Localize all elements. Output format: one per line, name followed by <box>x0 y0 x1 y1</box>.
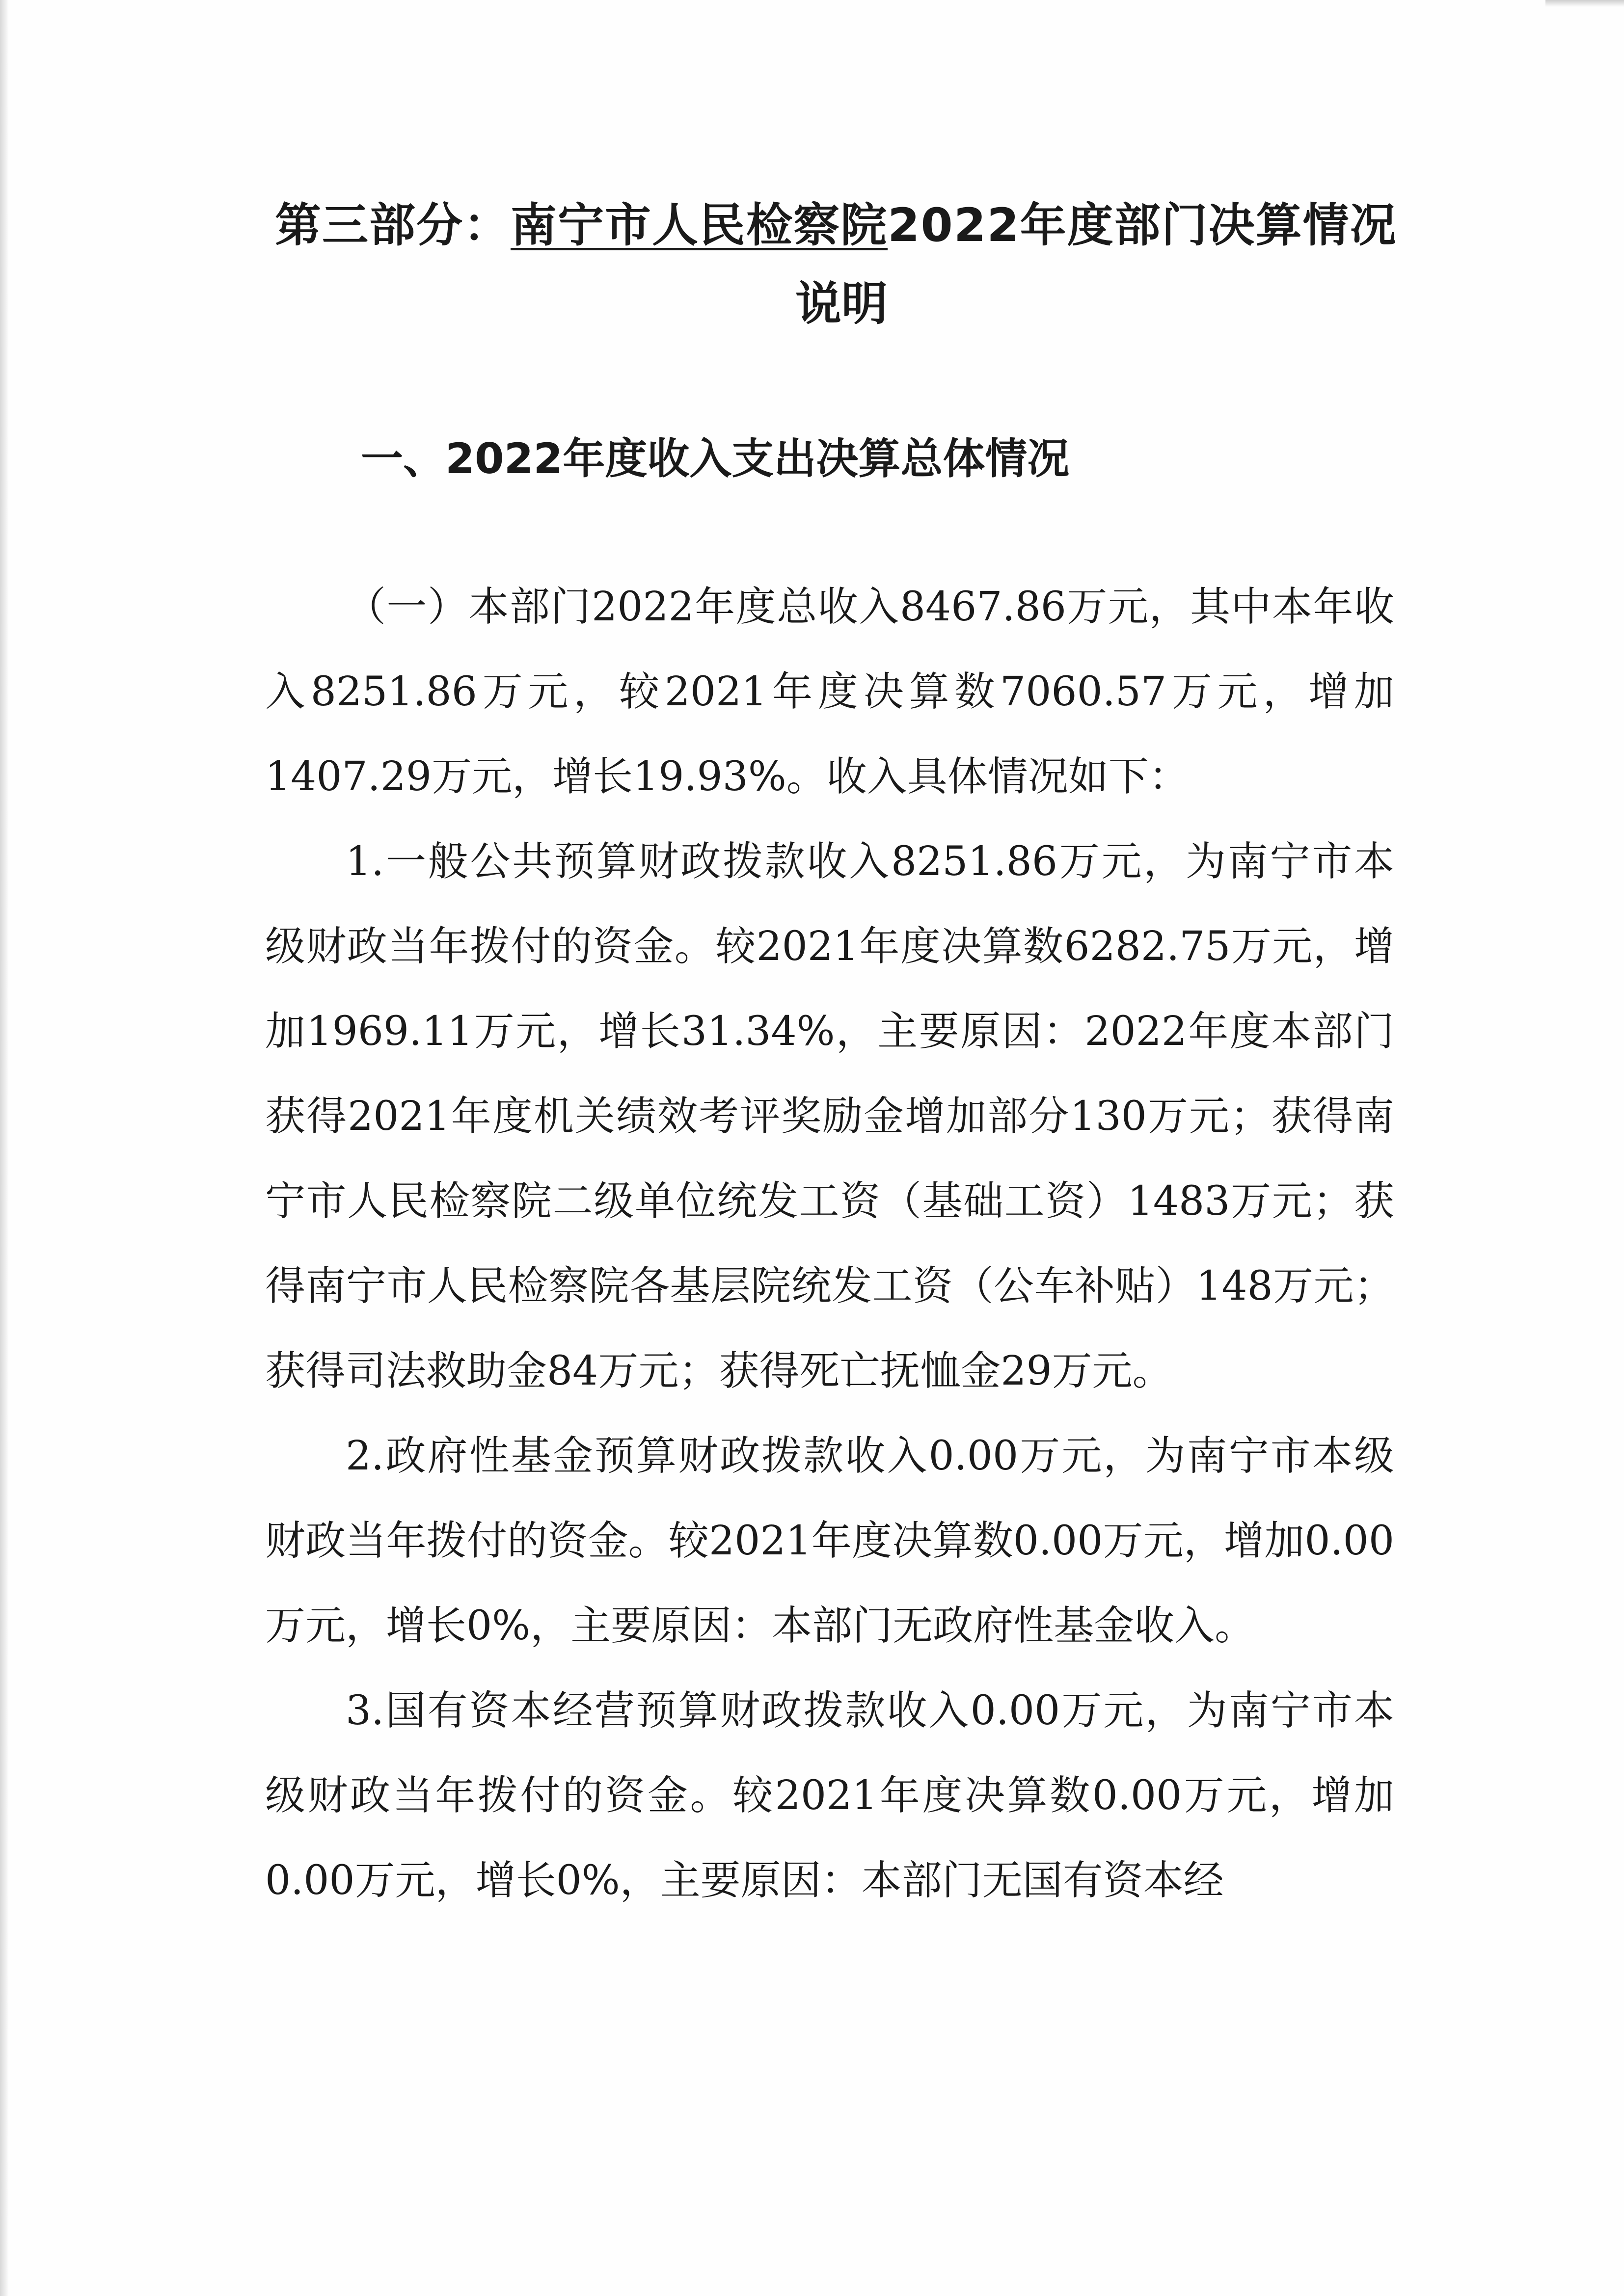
paragraph-general-budget: 1.一般公共预算财政拨款收入8251.86万元，为南宁市本级财政当年拨付的资金。较2021年度决算数6282.75万元，增加1969.11万元，增长31.34%，主要原因：2022年度本部门获得2021年度机关绩效考评奖励金增加部分130万元；获得南宁市人民检察院二级单位统发工资（基础工资）1483万元；获得南宁市人民检察院各基层院统发工资（公车补贴）148万元；获得司法救助金84万元；获得死亡抚恤金29万元。 <box>265 838 1394 1394</box>
document-body <box>265 564 1394 1923</box>
section-heading: 一、2022年度收入支出决算总体情况 <box>361 434 1070 483</box>
title-prefix: 第三部分： <box>275 199 511 252</box>
paragraph-government-fund: 2.政府性基金预算财政拨款收入0.00万元，为南宁市本级财政当年拨付的资金。较2021年度决算数0.00万元，增加0.00万元，增长0%，主要原因：本部门无政府性基金收入。 <box>265 1433 1394 1649</box>
scan-edge-shadow <box>0 0 9 2296</box>
title-organization: 南宁市人民检察院 <box>511 199 888 252</box>
page-title-line2: 说明 <box>795 277 888 331</box>
title-suffix: 2022年度部门决算情况 <box>888 199 1397 252</box>
page-title <box>275 194 1404 258</box>
paragraph-state-capital: 3.国有资本经营预算财政拨款收入0.00万元，为南宁市本级财政当年拨付的资金。较2021年度决算数0.00万元，增加0.00万元，增长0%，主要原因：本部门无国有资本经 <box>265 1687 1394 1904</box>
scan-edge-shadow-top <box>1545 0 1624 7</box>
paragraph-total-income: （一）本部门2022年度总收入8467.86万元，其中本年收入8251.86万元，较2021年度决算数7060.57万元，增加1407.29万元，增长19.93%。收入具体情况如下： <box>265 584 1394 800</box>
